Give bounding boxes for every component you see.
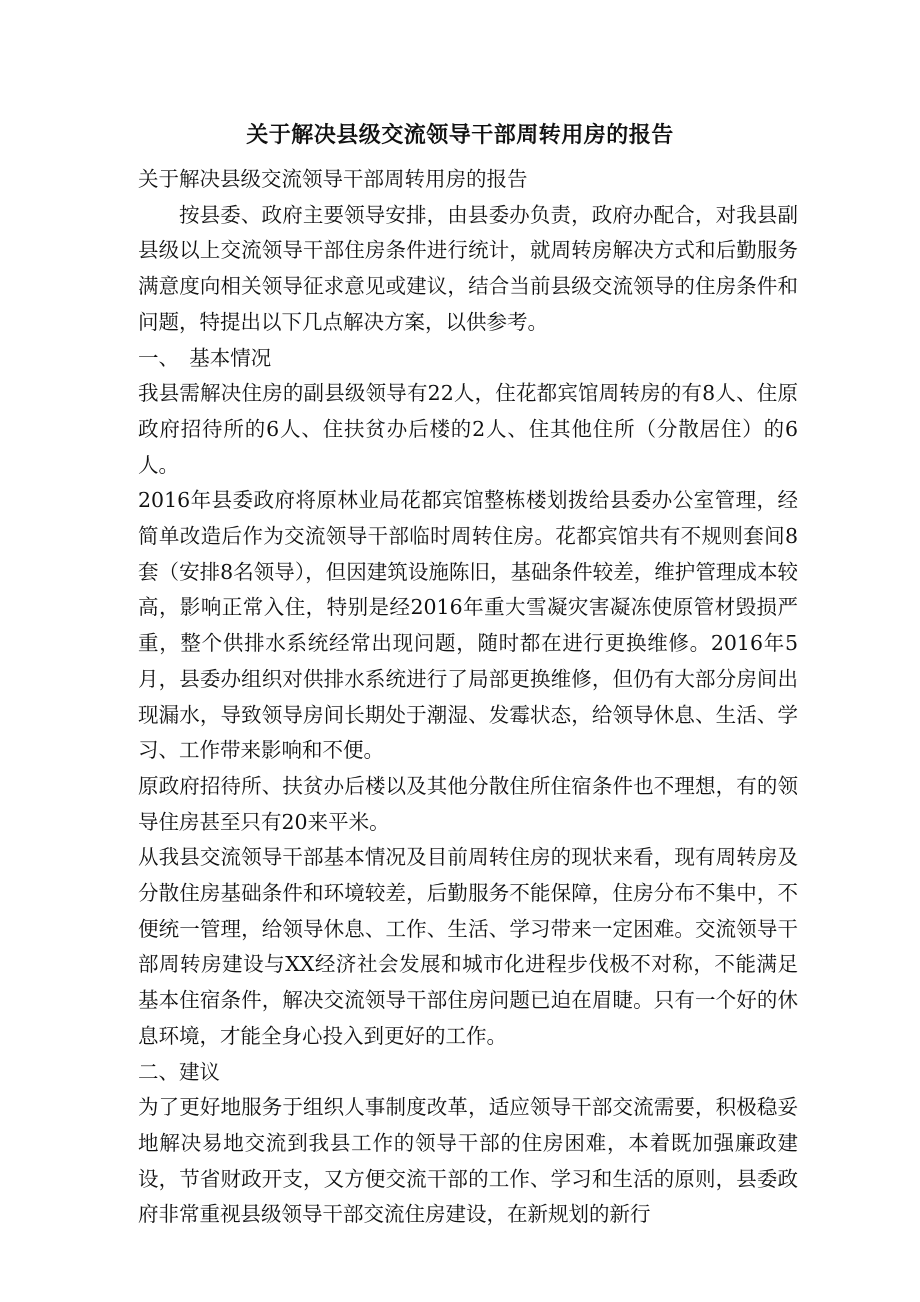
paragraph-suggestions: 为了更好地服务于组织人事制度改革，适应领导干部交流需要，积极稳妥地解决易地交流到我县工作的领导干部的住房困难，本着既加强廉政建设，节省财政开支，又方便交流干部的工作、学习和生活的原则，县委政府非常重视县级领导干部交流住房建设，在新规划的新行	[138, 1095, 798, 1227]
intro-paragraph: 按县委、政府主要领导安排，由县委办负责，政府办配合，对我县副县级以上交流领导干部住房条件进行统计，就周转房解决方式和后勤服务满意度向相关领导征求意见或建议，结合当前县级交流领导的住房条件和问题，特提出以下几点解决方案，以供参考。	[138, 202, 798, 334]
paragraph-leader-count: 我县需解决住房的副县级领导有22人，住花都宾馆周转房的有8人、住原政府招待所的6人、住扶贫办后楼的2人、住其他住所（分散居住）的6人。	[138, 381, 798, 477]
paragraph-huadu-hotel: 2016年县委政府将原林业局花都宾馆整栋楼划拨给县委办公室管理，经简单改造后作为交流领导干部临时周转住房。花都宾馆共有不规则套间8套（安排8名领导），但因建筑设施陈旧，基础条件较差，维护管理成本较高，影响正常入住，特别是经2016年重大雪凝灾害凝冻使原管材毁损严重，整个供排水系统经常出现问题，随时都在进行更换维修。2016年5月，县委办组织对供排水系统进行了局部更换维修，但仍有大部分房间出现漏水，导致领导房间长期处于潮湿、发霉状态，给领导休息、生活、学习、工作带来影响和不便。	[138, 488, 798, 763]
section-heading-basic-situation: 一、 基本情况	[138, 345, 272, 370]
document-subtitle: 关于解决县级交流领导干部周转用房的报告	[138, 167, 528, 191]
paragraph-current-status: 从我县交流领导干部基本情况及目前周转住房的现状来看，现有周转房及分散住房基础条件和环境较差，后勤服务不能保障，住房分布不集中，不便统一管理，给领导休息、工作、生活、学习带来一定困难。交流领导干部周转房建设与XX经济社会发展和城市化进程步伐极不对称，不能满足基本住宿条件，解决交流领导干部住房问题已迫在眉睫。只有一个好的休息环境，才能全身心投入到更好的工作。	[138, 845, 798, 1048]
document-body	[138, 162, 798, 1233]
document-title: 关于解决县级交流领导干部周转用房的报告	[246, 122, 674, 148]
paragraph-other-housing: 原政府招待所、扶贫办后楼以及其他分散住所住宿条件也不理想，有的领导住房甚至只有20来平米。	[138, 773, 798, 834]
section-heading-suggestions: 二、建议	[138, 1059, 220, 1084]
